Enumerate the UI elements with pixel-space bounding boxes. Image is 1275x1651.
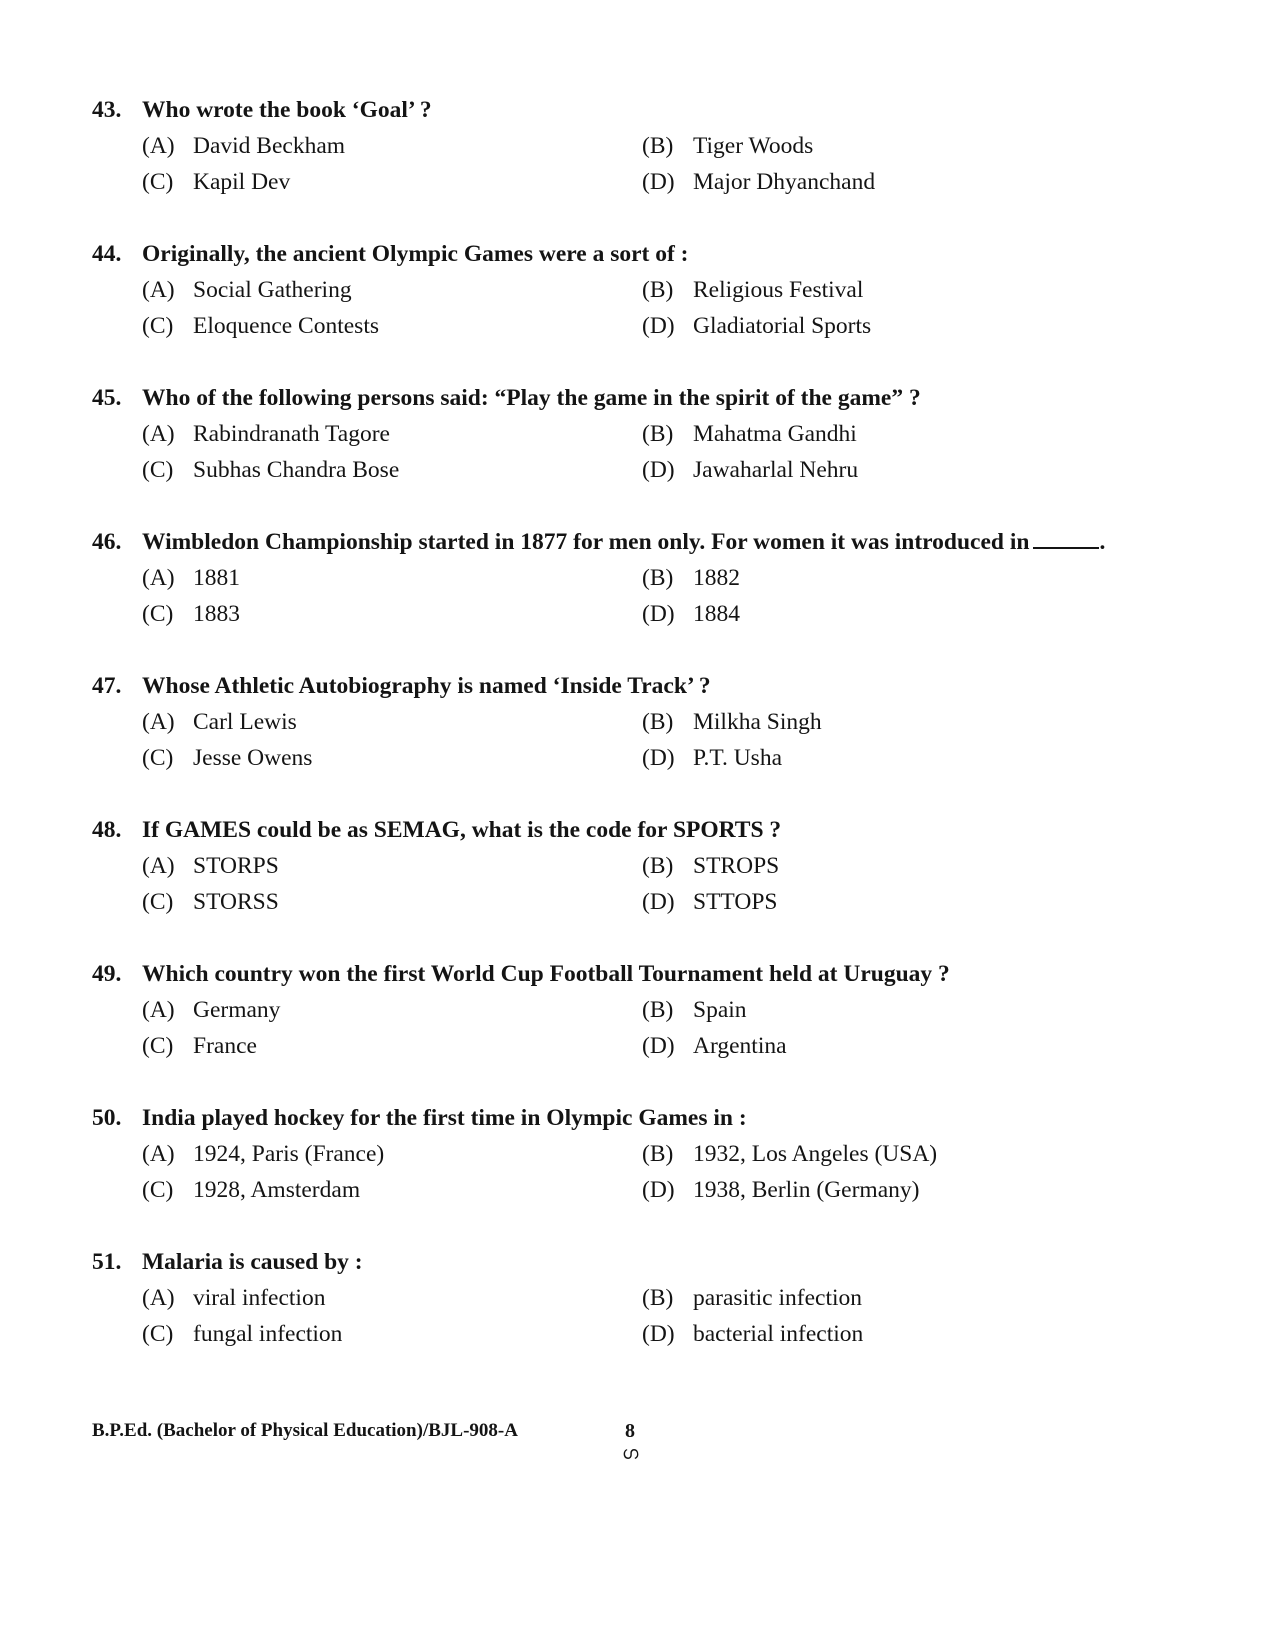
page-number: 8	[625, 1420, 635, 1442]
question-text: India played hockey for the first time in Olympic Games in :	[142, 1105, 747, 1131]
question-text: Malaria is caused by :	[142, 1249, 363, 1275]
question-number: 49.	[92, 961, 122, 987]
option-a: (A) David Beckham	[142, 133, 346, 159]
question-number: 47.	[92, 673, 122, 699]
option-b: (B) Milkha Singh	[642, 709, 822, 735]
question-50	[92, 1100, 1212, 1208]
question-45	[92, 380, 1212, 488]
question-49	[92, 956, 1212, 1064]
option-b: (B) Tiger Woods	[642, 133, 814, 159]
question-text: If GAMES could be as SEMAG, what is the code for SPORTS ?	[142, 817, 782, 843]
question-number: 43.	[92, 97, 122, 123]
option-b: (B) Spain	[642, 997, 747, 1023]
page-mark: ഗ	[622, 1443, 639, 1463]
question-47	[92, 668, 1212, 776]
option-a: (A) Carl Lewis	[142, 709, 297, 735]
question-text: Which country won the first World Cup Football Tournament held at Uruguay ?	[142, 961, 950, 987]
option-c: (C) France	[142, 1033, 257, 1059]
option-b: (B) Mahatma Gandhi	[642, 421, 857, 447]
question-51	[92, 1244, 1212, 1352]
option-a: (A) 1924, Paris (France)	[142, 1141, 385, 1167]
question-number: 51.	[92, 1249, 122, 1275]
question-number: 48.	[92, 817, 122, 843]
answer-blank	[1033, 525, 1099, 549]
option-c: (C) Subhas Chandra Bose	[142, 457, 400, 483]
option-b: (B) Religious Festival	[642, 277, 864, 303]
option-c: (C) STORSS	[142, 889, 279, 915]
option-c: (C) Eloquence Contests	[142, 313, 380, 339]
option-d: (D) 1884	[642, 601, 740, 627]
option-d: (D) Gladiatorial Sports	[642, 313, 872, 339]
option-d: (D) STTOPS	[642, 889, 778, 915]
question-text: Originally, the ancient Olympic Games were a sort of :	[142, 241, 689, 267]
question-text: Who of the following persons said: “Play the game in the spirit of the game” ?	[142, 385, 921, 411]
question-text: Who wrote the book ‘Goal’ ?	[142, 97, 432, 123]
option-a: (A) 1881	[142, 565, 240, 591]
footer-paper-code: B.P.Ed. (Bachelor of Physical Education)/BJL-908-A	[92, 1420, 518, 1441]
option-d: (D) bacterial infection	[642, 1321, 864, 1347]
option-c: (C) Jesse Owens	[142, 745, 313, 771]
question-number: 50.	[92, 1105, 122, 1131]
option-d: (D) Jawaharlal Nehru	[642, 457, 859, 483]
option-a: (A) Germany	[142, 997, 281, 1023]
option-a: (A) STORPS	[142, 853, 279, 879]
option-b: (B) parasitic infection	[642, 1285, 862, 1311]
question-44	[92, 236, 1212, 344]
question-text: Wimbledon Championship started in 1877 for men only. For women it was introduced in .	[142, 524, 1105, 560]
option-d: (D) Argentina	[642, 1033, 787, 1059]
option-a: (A) viral infection	[142, 1285, 326, 1311]
option-a: (A) Rabindranath Tagore	[142, 421, 390, 447]
question-48	[92, 812, 1212, 920]
question-number: 44.	[92, 241, 122, 267]
question-text: Whose Athletic Autobiography is named ‘Inside Track’ ?	[142, 673, 711, 699]
option-c: (C) Kapil Dev	[142, 169, 291, 195]
option-b: (B) STROPS	[642, 853, 780, 879]
question-43	[92, 92, 1212, 200]
option-a: (A) Social Gathering	[142, 277, 352, 303]
option-d: (D) P.T. Usha	[642, 745, 782, 771]
option-d: (D) 1938, Berlin (Germany)	[642, 1177, 920, 1203]
option-d: (D) Major Dhyanchand	[642, 169, 876, 195]
option-c: (C) fungal infection	[142, 1321, 343, 1347]
option-c: (C) 1883	[142, 601, 240, 627]
question-number: 46.	[92, 529, 122, 555]
option-b: (B) 1932, Los Angeles (USA)	[642, 1141, 938, 1167]
question-number: 45.	[92, 385, 122, 411]
option-b: (B) 1882	[642, 565, 740, 591]
question-46	[92, 524, 1212, 632]
option-c: (C) 1928, Amsterdam	[142, 1177, 361, 1203]
